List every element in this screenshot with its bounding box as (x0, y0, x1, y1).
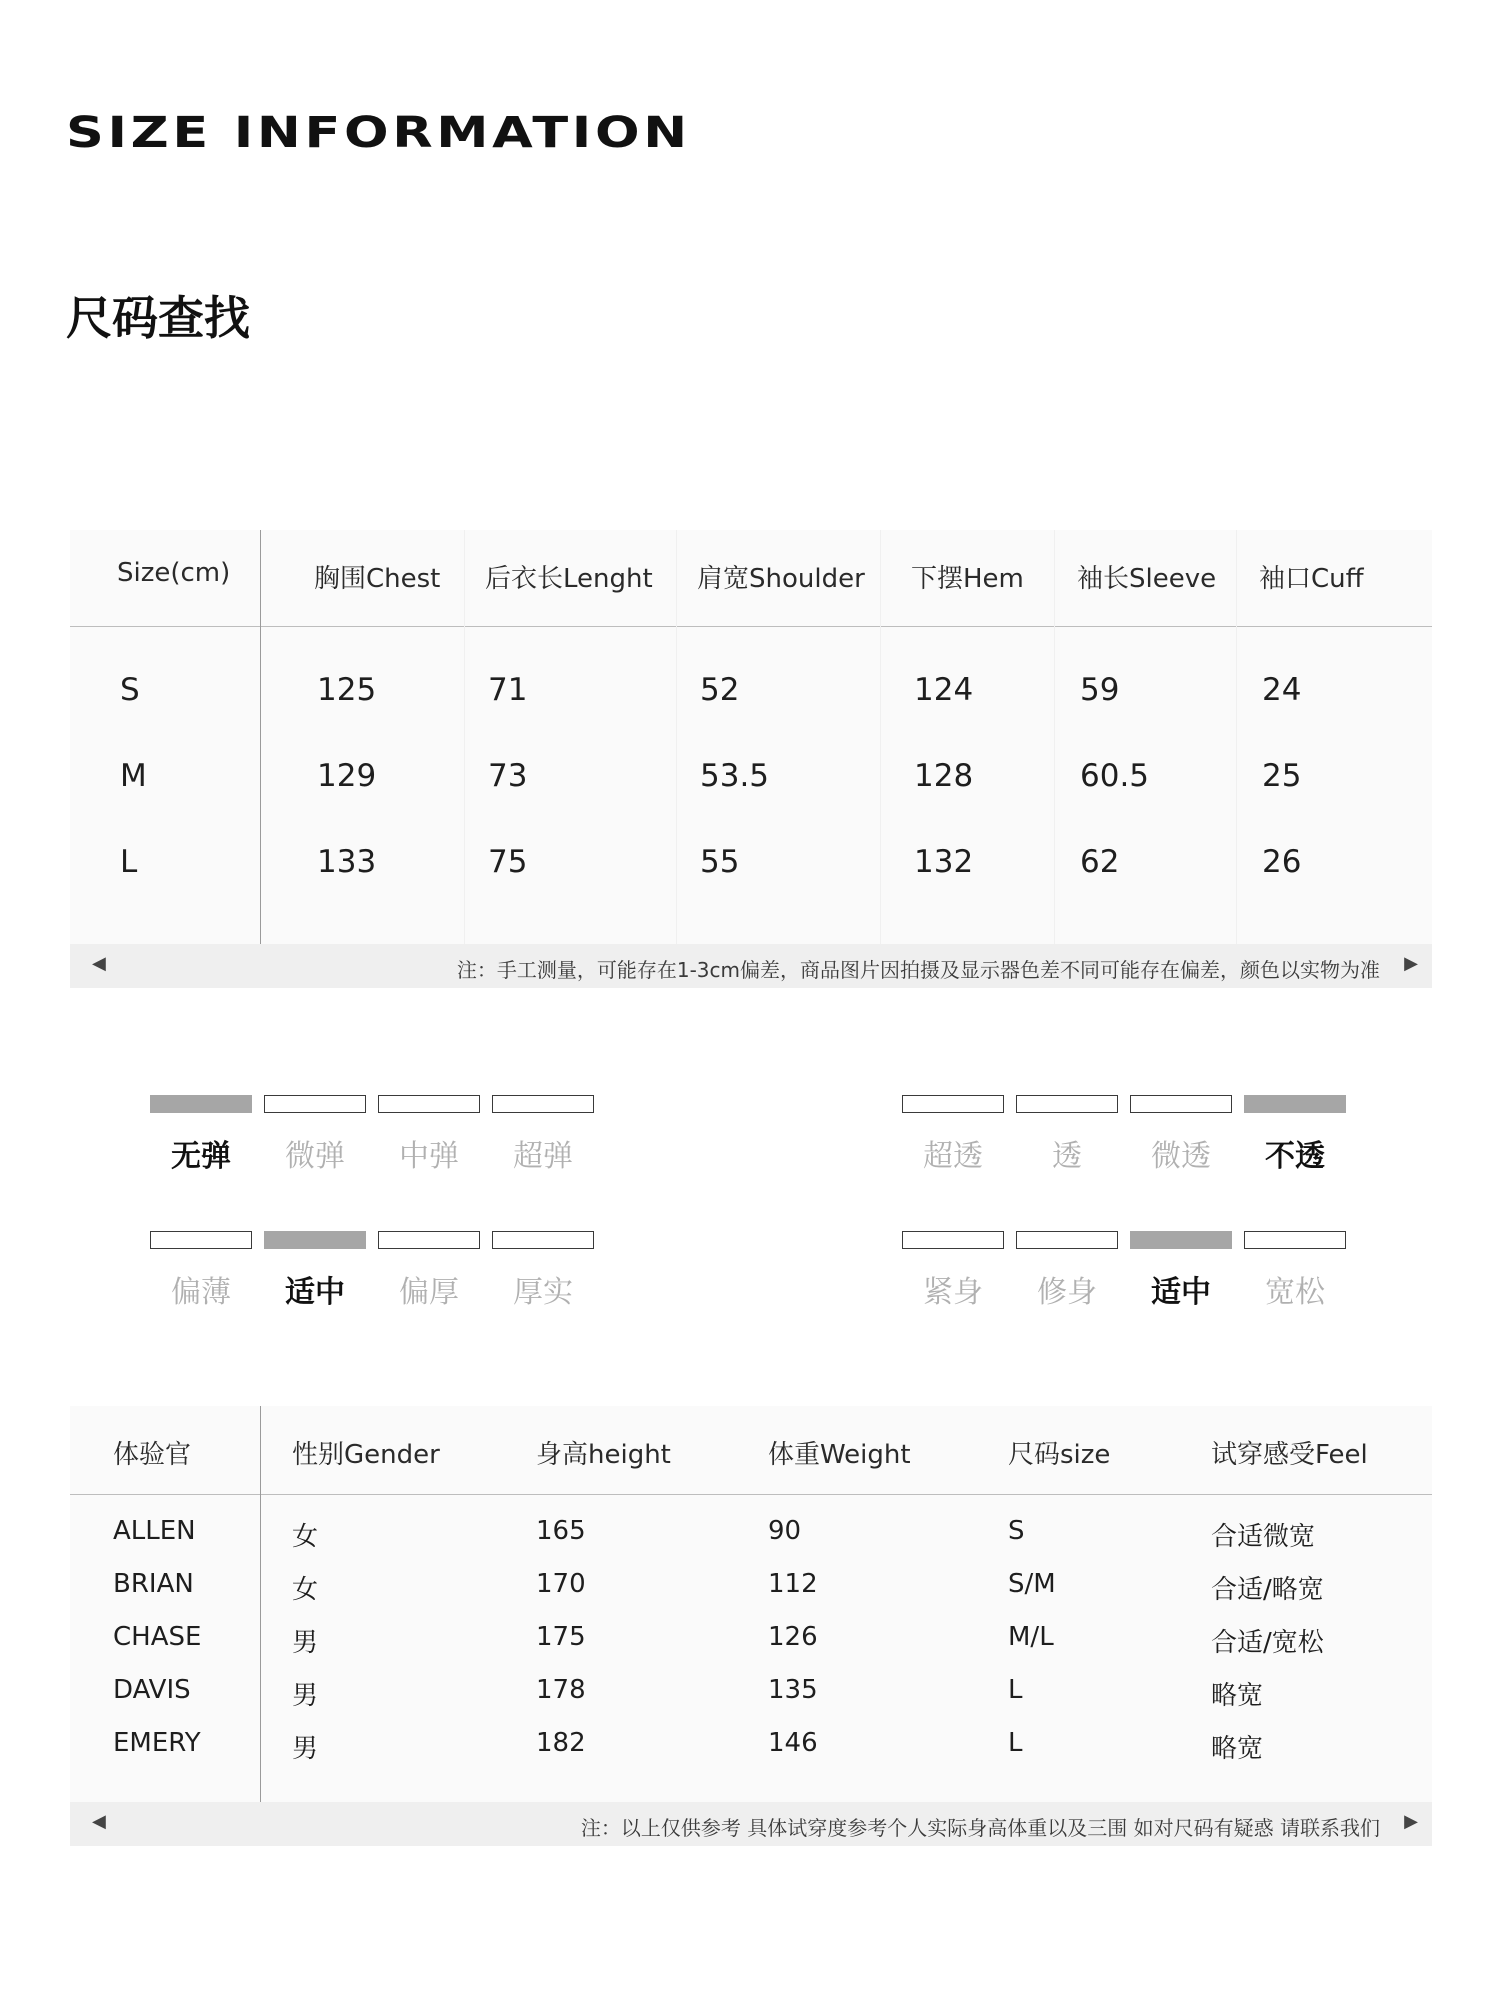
size-value: 60.5 (1080, 758, 1150, 794)
thickness-segment (378, 1231, 480, 1249)
size-value: 26 (1262, 844, 1302, 880)
column-header: 试穿感受Feel (1211, 1440, 1368, 1470)
column-divider (260, 1406, 261, 1802)
tester-value: 170 (536, 1569, 586, 1599)
size-value: 124 (914, 672, 974, 708)
size-label: S (120, 672, 140, 708)
header-divider (70, 1494, 1432, 1495)
size-value: 129 (317, 758, 377, 794)
tester-value: 合适微宽 (1211, 1522, 1316, 1552)
column-header: 胸围Chest (314, 564, 441, 594)
tester-value: 略宽 (1211, 1734, 1264, 1764)
size-value: 52 (700, 672, 740, 708)
column-header: 后衣长Lenght (485, 564, 653, 594)
size-value: 62 (1080, 844, 1120, 880)
column-header: 体重Weight (768, 1440, 911, 1470)
tester-value: 135 (768, 1675, 818, 1705)
column-header: 袖长Sleeve (1077, 564, 1217, 594)
size-label: L (120, 844, 138, 880)
column-header: 袖口Cuff (1259, 564, 1364, 594)
transparency-segment (902, 1095, 1004, 1113)
tester-value: L (1008, 1675, 1023, 1705)
size-value: 128 (914, 758, 974, 794)
tester-value: 略宽 (1211, 1681, 1264, 1711)
tester-value: L (1008, 1728, 1023, 1758)
size-value: 125 (317, 672, 377, 708)
transparency-option: 透 (1052, 1139, 1082, 1174)
thickness-option: 厚实 (513, 1275, 573, 1310)
tester-value: 90 (768, 1516, 802, 1546)
size-value: 59 (1080, 672, 1120, 708)
elasticity-option: 微弹 (285, 1139, 345, 1174)
tester-value: 男 (292, 1734, 319, 1764)
size-value: 25 (1262, 758, 1302, 794)
elasticity-segment (492, 1095, 594, 1113)
page-title-cn: 尺码查找 (66, 291, 250, 345)
tester-value: 182 (536, 1728, 586, 1758)
fit-option: 紧身 (923, 1275, 983, 1310)
fit-segment (1130, 1231, 1232, 1249)
tester-name: EMERY (113, 1728, 201, 1758)
scroll-right-icon[interactable]: ▶ (1404, 953, 1418, 974)
elasticity-option: 中弹 (399, 1139, 459, 1174)
size-label: M (120, 758, 147, 794)
tester-value: 合适/略宽 (1211, 1575, 1324, 1605)
tester-value: 178 (536, 1675, 586, 1705)
thickness-option: 适中 (285, 1275, 345, 1310)
scroll-right-icon[interactable]: ▶ (1404, 1811, 1418, 1832)
size-table (70, 530, 1432, 944)
size-value: 73 (488, 758, 528, 794)
thickness-segment (492, 1231, 594, 1249)
elasticity-segment (150, 1095, 252, 1113)
size-note-bar (70, 944, 1432, 988)
tester-table (70, 1406, 1432, 1802)
column-header: 性别Gender (292, 1440, 440, 1470)
transparency-option: 微透 (1151, 1139, 1211, 1174)
elasticity-option: 超弹 (513, 1139, 573, 1174)
tester-value: 146 (768, 1728, 818, 1758)
tester-value: 男 (292, 1628, 319, 1658)
size-value: 75 (488, 844, 528, 880)
size-value: 55 (700, 844, 740, 880)
tester-value: S/M (1008, 1569, 1056, 1599)
transparency-segment (1016, 1095, 1118, 1113)
column-header: 体验官 (113, 1440, 192, 1470)
elasticity-segment (378, 1095, 480, 1113)
column-header: 身高height (536, 1440, 671, 1470)
tester-value: S (1008, 1516, 1025, 1546)
fit-option: 修身 (1037, 1275, 1097, 1310)
tester-name: CHASE (113, 1622, 202, 1652)
thickness-option: 偏厚 (399, 1275, 459, 1310)
transparency-segment (1244, 1095, 1346, 1113)
transparency-segment (1130, 1095, 1232, 1113)
fit-option: 宽松 (1265, 1275, 1325, 1310)
tester-value: 112 (768, 1569, 818, 1599)
transparency-option: 超透 (923, 1139, 983, 1174)
size-value: 132 (914, 844, 974, 880)
tester-value: M/L (1008, 1622, 1054, 1652)
page-title-en: SIZE INFORMATION (66, 108, 691, 158)
elasticity-option: 无弹 (171, 1139, 231, 1174)
tester-value: 女 (292, 1575, 319, 1605)
column-header: 肩宽Shoulder (697, 564, 865, 594)
column-header: 下摆Hem (911, 564, 1024, 594)
scroll-left-icon[interactable]: ◀ (92, 1811, 106, 1832)
fit-segment (1244, 1231, 1346, 1249)
fit-segment (1016, 1231, 1118, 1249)
tester-value: 女 (292, 1522, 319, 1552)
tester-name: BRIAN (113, 1569, 194, 1599)
transparency-option: 不透 (1265, 1139, 1325, 1174)
size-value: 53.5 (700, 758, 770, 794)
thickness-segment (264, 1231, 366, 1249)
column-header: 尺码size (1008, 1440, 1111, 1470)
column-divider (260, 530, 261, 944)
tester-value: 175 (536, 1622, 586, 1652)
size-value: 133 (317, 844, 377, 880)
thickness-option: 偏薄 (171, 1275, 231, 1310)
tester-name: DAVIS (113, 1675, 191, 1705)
tester-value: 男 (292, 1681, 319, 1711)
size-note: 注：手工测量，可能存在1-3cm偏差，商品图片因拍摄及显示器色差不同可能存在偏差，颜色以实物为准 (456, 958, 1380, 982)
fit-segment (902, 1231, 1004, 1249)
size-value: 24 (1262, 672, 1302, 708)
tester-value: 合适/宽松 (1211, 1628, 1324, 1658)
tester-value: 126 (768, 1622, 818, 1652)
thickness-segment (150, 1231, 252, 1249)
tester-note-bar (70, 1802, 1432, 1846)
fit-option: 适中 (1151, 1275, 1211, 1310)
tester-name: ALLEN (113, 1516, 196, 1546)
tester-note: 注：以上仅供参考 具体试穿度参考个人实际身高体重以及三围 如对尺码有疑惑 请联系我们 (580, 1816, 1380, 1840)
scroll-left-icon[interactable]: ◀ (92, 953, 106, 974)
column-header: Size(cm) (117, 558, 231, 588)
tester-value: 165 (536, 1516, 586, 1546)
header-divider (70, 626, 1432, 627)
elasticity-segment (264, 1095, 366, 1113)
size-value: 71 (488, 672, 528, 708)
